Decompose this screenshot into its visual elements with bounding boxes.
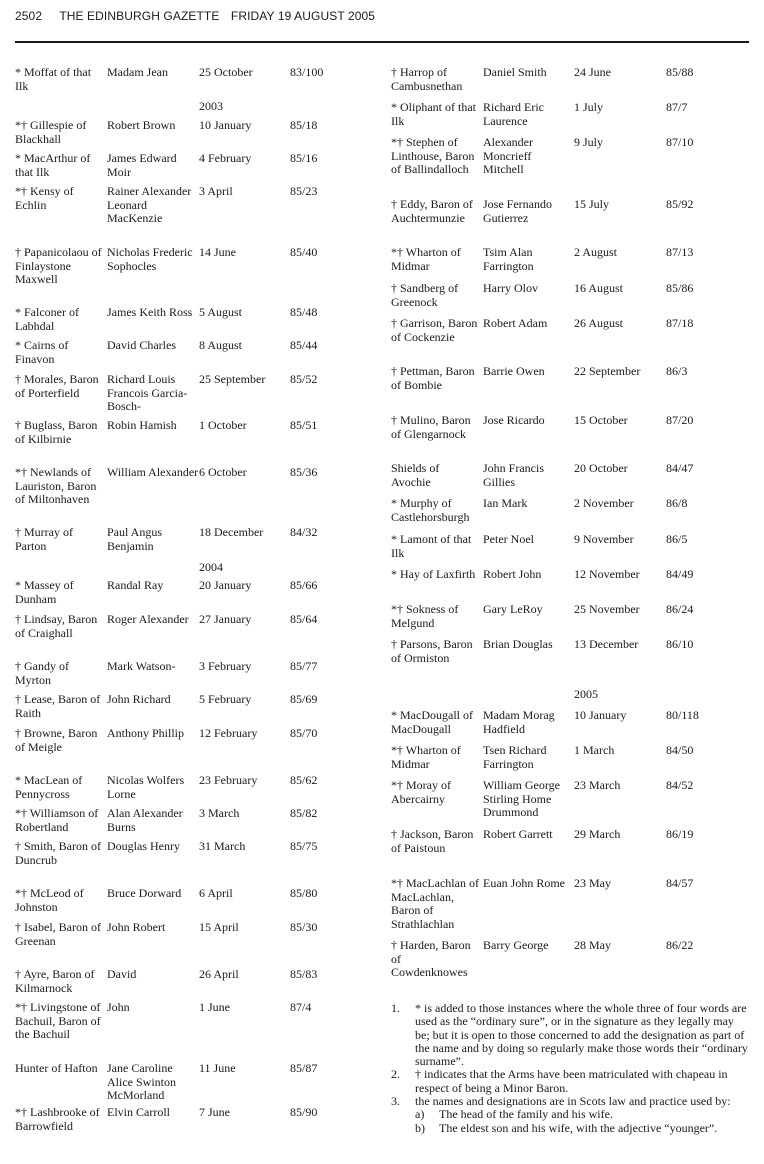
entry-surname-designation: † Pettman, Baron of Bombie (391, 364, 475, 392)
entry-forenames: Robert John (483, 567, 542, 581)
entry-surname-designation: † Mulino, Baron of Glengarnock (391, 413, 471, 441)
entry-reference: 85/64 (290, 612, 318, 626)
footnote-subitem-letter: b) (415, 1120, 425, 1135)
entry-reference: 84/32 (290, 525, 318, 539)
entry-surname-designation: *† Wharton of Midmar (391, 245, 461, 273)
entry-surname-designation: * MacLean of Pennycross (15, 773, 83, 801)
entry-surname-designation: *† Kensy of Echlin (15, 184, 74, 212)
entry-surname-designation: *† MacLachlan of MacLachlan, Baron of Strathlachlan (391, 876, 479, 931)
entry-date: 1 June (199, 1000, 230, 1014)
entry-surname-designation: * MacDougall of MacDougall (391, 708, 473, 736)
entry-date: 6 October (199, 465, 247, 479)
footnote-number: 2. (391, 1067, 400, 1082)
entry-date: 4 February (199, 151, 252, 165)
entry-date: 16 August (574, 281, 624, 295)
entry-reference: 86/19 (666, 827, 694, 841)
entry-surname-designation: * MacArthur of that Ilk (15, 151, 91, 179)
entry-reference: 85/51 (290, 418, 318, 432)
entry-date: 10 January (199, 118, 252, 132)
entry-date: 15 October (574, 413, 628, 427)
entry-date: 23 February (199, 773, 258, 787)
entry-date: 5 February (199, 692, 252, 706)
entry-date: 12 November (574, 567, 640, 581)
entry-surname-designation: *† Moray of Abercairny (391, 778, 451, 806)
footnote-number: 3. (391, 1094, 400, 1109)
entry-reference: 84/47 (666, 461, 694, 475)
entry-forenames: Tsim Alan Farrington (483, 245, 534, 273)
year-heading: 2004 (199, 560, 223, 574)
entry-reference: 87/20 (666, 413, 694, 427)
entry-forenames: David Charles (107, 338, 176, 352)
entry-date: 23 May (574, 876, 611, 890)
entry-date: 26 April (199, 967, 239, 981)
entry-reference: 85/52 (290, 372, 318, 386)
entry-reference: 85/87 (290, 1061, 318, 1075)
entry-forenames: Roger Alexander (107, 612, 189, 626)
entry-date: 20 October (574, 461, 628, 475)
entry-forenames: James Edward Moir (107, 151, 177, 179)
entry-surname-designation: *† Newlands of Lauriston, Baron of Miltonhaven (15, 465, 97, 506)
footnote-text: † indicates that the Arms have been matriculated with chapeau in respect of being a Minor Baron. (415, 1067, 728, 1095)
entry-surname-designation: † Lindsay, Baron of Craighall (15, 612, 98, 640)
entry-forenames: Robert Adam (483, 316, 548, 330)
entry-reference: 85/44 (290, 338, 318, 352)
entry-surname-designation: * Cairns of Finavon (15, 338, 69, 366)
entry-reference: 87/7 (666, 100, 688, 114)
footnote-number: 1. (391, 1001, 400, 1015)
entry-surname-designation: † Gandy of Myrton (15, 659, 69, 687)
entry-reference: 86/22 (666, 938, 694, 952)
entry-reference: 85/80 (290, 886, 318, 900)
entry-surname-designation: *† Wharton of Midmar (391, 743, 461, 771)
entry-date: 18 December (199, 525, 264, 539)
issue-date: FRIDAY 19 AUGUST 2005 (230, 9, 376, 23)
footnote (391, 1068, 751, 1095)
entry-surname-designation: † Murray of Parton (15, 525, 73, 553)
entry-date: 26 August (574, 316, 624, 330)
entry-reference: 85/82 (290, 806, 318, 820)
entry-date: 15 April (199, 920, 239, 934)
footnote (391, 1095, 751, 1135)
entry-surname-designation: *† Lashbrooke of Barrowfield (15, 1105, 100, 1133)
entry-date: 9 July (574, 135, 604, 149)
entry-date: 29 March (574, 827, 621, 841)
entry-forenames: William George Stirling Home Drummond (483, 778, 560, 819)
entry-reference: 85/83 (290, 967, 318, 981)
footnote-text: * is added to those instances where the whole three of four words are used as the “ordinary sure”, or in the signature as they legally may be; but it is open to those concerned to add the designation as part of the name and by doing so regularly make those words their “ordinary surname”. (415, 1001, 748, 1069)
entry-forenames: Mark Watson- (107, 659, 176, 673)
entry-date: 22 September (574, 364, 641, 378)
entry-reference: 85/70 (290, 726, 318, 740)
entry-surname-designation: * Massey of Dunham (15, 578, 74, 606)
entry-date: 12 February (199, 726, 258, 740)
entry-surname-designation: † Isabel, Baron of Greenan (15, 920, 101, 948)
entry-surname-designation: *† Sokness of Melgund (391, 602, 459, 630)
entry-surname-designation: † Buglass, Baron of Kilbirnie (15, 418, 98, 446)
entry-forenames: David (107, 967, 137, 981)
entry-forenames: Bruce Dorward (107, 886, 182, 900)
entry-forenames: Peter Noel (483, 532, 534, 546)
entry-surname-designation: † Smith, Baron of Duncrub (15, 839, 101, 867)
footnote-subitem-letter: a) (415, 1107, 425, 1122)
entry-forenames: Madam Morag Hadfield (483, 708, 555, 736)
entry-date: 15 July (574, 197, 610, 211)
entry-date: 24 June (574, 65, 611, 79)
entry-forenames: John Richard (107, 692, 171, 706)
entry-surname-designation: † Parsons, Baron of Ormiston (391, 637, 473, 665)
entry-forenames: Jane Caroline Alice Swinton McMorland (107, 1061, 176, 1102)
entry-forenames: Richard Louis Francois Garcia-Bosch- (107, 372, 188, 413)
entry-forenames: Robin Hamish (107, 418, 177, 432)
entry-date: 13 December (574, 637, 639, 651)
entry-reference: 87/18 (666, 316, 694, 330)
entry-date: 9 November (574, 532, 634, 546)
entry-surname-designation: † Harrop of Cambusnethan (391, 65, 463, 93)
entry-reference: 85/30 (290, 920, 318, 934)
entry-forenames: Jose Fernando Gutierrez (483, 197, 552, 225)
entry-forenames: Alexander Moncrieff Mitchell (483, 135, 533, 176)
year-heading: 2003 (199, 99, 223, 113)
entry-surname-designation: * Lamont of that Ilk (391, 532, 472, 560)
entry-reference: 85/36 (290, 465, 318, 479)
entry-surname-designation: *† Stephen of Linthouse, Baron of Ballindalloch (391, 135, 475, 176)
entry-date: 2 November (574, 496, 634, 510)
entry-reference: 86/8 (666, 496, 688, 510)
entry-forenames: Richard Eric Laurence (483, 100, 544, 128)
footnote-subitem (415, 1122, 751, 1135)
entry-reference: 85/86 (666, 281, 694, 295)
entry-reference: 87/10 (666, 135, 694, 149)
entry-forenames: Rainer Alexander Leonard MacKenzie (107, 184, 192, 225)
entry-surname-designation: † Sandberg of Greenock (391, 281, 459, 309)
entry-surname-designation: *† McLeod of Johnston (15, 886, 84, 914)
entry-date: 6 April (199, 886, 233, 900)
entry-forenames: Euan John Rome (483, 876, 565, 890)
entry-reference: 85/69 (290, 692, 318, 706)
footnote-subitem (415, 1108, 751, 1121)
entry-reference: 85/48 (290, 305, 318, 319)
entry-surname-designation: † Browne, Baron of Meigle (15, 726, 98, 754)
header-rule (15, 41, 749, 43)
entry-reference: 80/118 (666, 708, 699, 722)
entry-surname-designation: † Jackson, Baron of Paistoun (391, 827, 474, 855)
entry-date: 1 October (199, 418, 247, 432)
entry-reference: 85/16 (290, 151, 318, 165)
entry-surname-designation: † Morales, Baron of Porterfield (15, 372, 99, 400)
entry-forenames: Madam Jean (107, 65, 168, 79)
entry-forenames: Robert Garrett (483, 827, 553, 841)
entry-forenames: Anthony Phillip (107, 726, 185, 740)
entry-date: 8 August (199, 338, 243, 352)
entry-reference: 85/18 (290, 118, 318, 132)
footnote-subitem-text: The head of the family and his wife. (439, 1107, 613, 1122)
footnote-subitem-text: The eldest son and his wife, with the adjective “younger”. (439, 1120, 718, 1135)
entry-date: 25 September (199, 372, 266, 386)
entry-date: 3 March (199, 806, 240, 820)
entry-reference: 83/100 (290, 65, 324, 79)
entry-reference: 85/40 (290, 245, 318, 259)
entry-reference: 85/23 (290, 184, 318, 198)
entry-reference: 86/10 (666, 637, 694, 651)
entry-forenames: Nicolas Wolfers Lorne (107, 773, 185, 801)
entry-surname-designation: * Falconer of Labhdal (15, 305, 79, 333)
entry-forenames: Barry George (483, 938, 549, 952)
footnote-text: the names and designations are in Scots law and practice used by: (415, 1094, 731, 1109)
entry-forenames: Brian Douglas (483, 637, 553, 651)
entry-reference: 85/88 (666, 65, 694, 79)
entry-reference: 87/13 (666, 245, 694, 259)
entry-forenames: James Keith Ross (107, 305, 193, 319)
entry-date: 3 February (199, 659, 252, 673)
entry-reference: 86/24 (666, 602, 694, 616)
entry-forenames: Barrie Owen (483, 364, 545, 378)
entry-reference: 85/66 (290, 578, 318, 592)
entry-forenames: Daniel Smith (483, 65, 547, 79)
entry-forenames: Nicholas Frederic Sophocles (107, 245, 193, 273)
entry-reference: 85/90 (290, 1105, 318, 1119)
entry-forenames: William Alexander (107, 465, 199, 479)
entry-forenames: Randal Ray (107, 578, 164, 592)
entry-date: 2 August (574, 245, 618, 259)
entry-surname-designation: † Lease, Baron of Raith (15, 692, 101, 720)
footnotes (391, 1002, 751, 1135)
entry-forenames: Harry Olov (483, 281, 538, 295)
entry-reference: 84/57 (666, 876, 694, 890)
entry-date: 20 January (199, 578, 252, 592)
entry-surname-designation: * Murphy of Castlehorsburgh (391, 496, 470, 524)
page-header (15, 9, 375, 23)
entry-date: 5 August (199, 305, 243, 319)
entry-forenames: Ian Mark (483, 496, 528, 510)
entry-surname-designation: * Oliphant of that Ilk (391, 100, 476, 128)
footnote (391, 1002, 751, 1068)
year-heading: 2005 (574, 687, 598, 701)
entry-date: 25 October (199, 65, 253, 79)
entry-reference: 84/50 (666, 743, 694, 757)
entry-forenames: Paul Angus Benjamin (107, 525, 163, 553)
entry-surname-designation: † Harden, Baron of Cowdenknowes (391, 938, 471, 979)
entry-date: 1 March (574, 743, 615, 757)
entry-surname-designation: * Hay of Laxfirth (391, 567, 476, 581)
entry-date: 27 January (199, 612, 252, 626)
entry-date: 10 January (574, 708, 627, 722)
entry-reference: 85/77 (290, 659, 318, 673)
entry-forenames: Elvin Carroll (107, 1105, 170, 1119)
entry-reference: 84/49 (666, 567, 694, 581)
entry-reference: 85/75 (290, 839, 318, 853)
entry-surname-designation: † Papanicolaou of Finlaystone Maxwell (15, 245, 102, 286)
entry-forenames: Jose Ricardo (483, 413, 545, 427)
entry-reference: 85/62 (290, 773, 318, 787)
entry-surname-designation: *† Williamson of Robertland (15, 806, 99, 834)
entry-forenames: John (107, 1000, 130, 1014)
entry-date: 7 June (199, 1105, 230, 1119)
entry-date: 11 June (199, 1061, 236, 1075)
publication-title: THE EDINBURGH GAZETTE (59, 9, 220, 23)
entry-surname-designation: † Ayre, Baron of Kilmarnock (15, 967, 95, 995)
entry-surname-designation: *† Gillespie of Blackhall (15, 118, 87, 146)
entry-surname-designation: † Eddy, Baron of Auchtermunzie (391, 197, 473, 225)
page-number: 2502 (15, 9, 43, 23)
entry-forenames: John Francis Gillies (483, 461, 544, 489)
entry-date: 23 March (574, 778, 621, 792)
entry-surname-designation: † Garrison, Baron of Cockenzie (391, 316, 478, 344)
entry-date: 3 April (199, 184, 233, 198)
entry-date: 14 June (199, 245, 236, 259)
entry-reference: 87/4 (290, 1000, 312, 1014)
entry-forenames: Gary LeRoy (483, 602, 543, 616)
entry-surname-designation: Hunter of Hafton (15, 1061, 98, 1075)
entry-reference: 85/92 (666, 197, 694, 211)
entry-date: 1 July (574, 100, 604, 114)
entry-forenames: Douglas Henry (107, 839, 180, 853)
entry-forenames: John Robert (107, 920, 166, 934)
entry-reference: 84/52 (666, 778, 694, 792)
entry-forenames: Alan Alexander Burns (107, 806, 183, 834)
entry-date: 25 November (574, 602, 640, 616)
entry-reference: 86/3 (666, 364, 688, 378)
entry-forenames: Robert Brown (107, 118, 176, 132)
entry-surname-designation: * Moffat of that Ilk (15, 65, 92, 93)
entry-date: 28 May (574, 938, 611, 952)
entry-date: 31 March (199, 839, 246, 853)
entry-reference: 86/5 (666, 532, 688, 546)
entry-forenames: Tsen Richard Farrington (483, 743, 547, 771)
entry-surname-designation: *† Livingstone of Bachuil, Baron of the Bachuil (15, 1000, 101, 1041)
entry-surname-designation: Shields of Avochie (391, 461, 440, 489)
